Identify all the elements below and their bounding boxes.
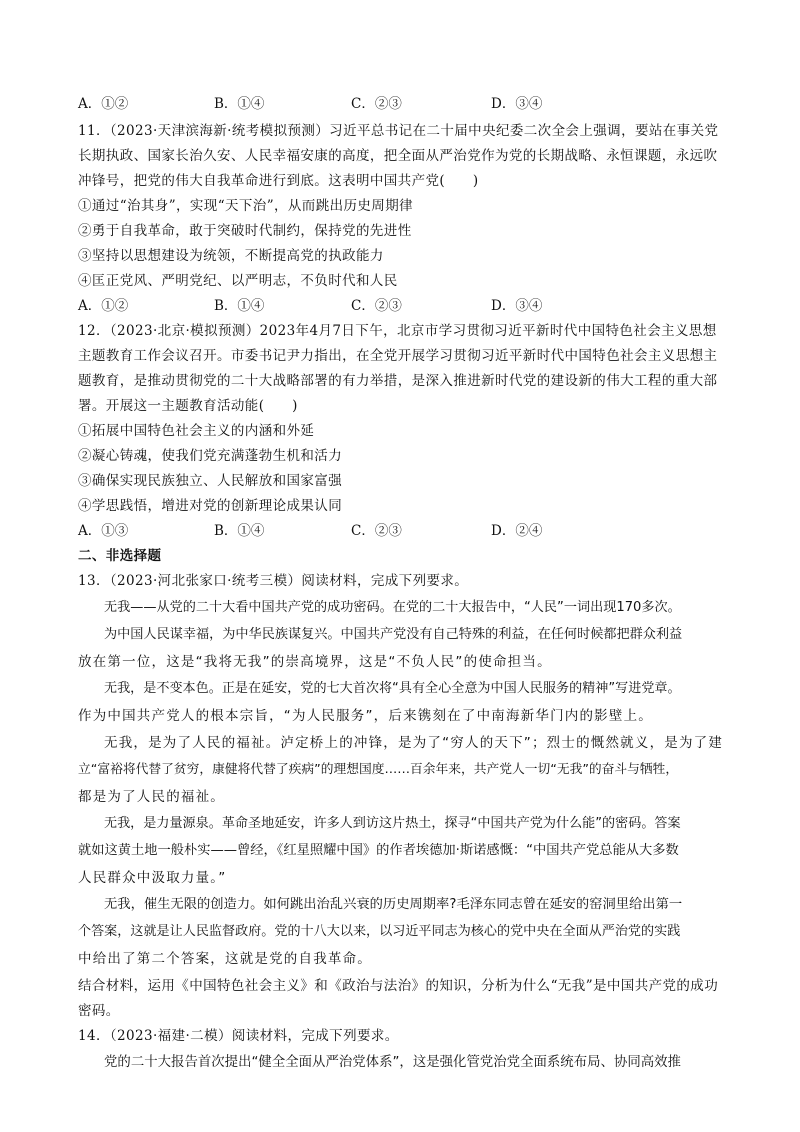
q13-material-line-9: 无我，是力量源泉。革命圣地延安，许多人到访这片热土，探寻“中国共产党为什么能”的密码。答案: [104, 816, 681, 831]
q13-question-line-2: 密码。: [78, 1003, 120, 1019]
option-b[interactable]: B．①④: [214, 96, 265, 112]
q13-question-line-1: 结合材料，运用《中国特色社会主义》和《政治与法治》的知识，分析为什么“无我”是中国共产党的成功: [78, 978, 719, 994]
q14-material-line-1: 党的二十大报告首次提出“健全全面从严治党体系”，这是强化管党治党全面系统布局、协同高效推: [104, 1055, 681, 1070]
option-d[interactable]: D．③④: [491, 96, 543, 112]
q13-material-line-13: 个答案，这就是让人民监督政府。党的十八大以来，以习近平同志为核心的党中央在全面从严治党的实践: [78, 924, 681, 939]
option-b[interactable]: B．①④: [214, 523, 265, 539]
q11-stem-line-2: 长期执政、国家长治久安、人民幸福安康的高度，把全面从严治党作为党的长期战略、永恒课题，永远吹: [78, 148, 718, 164]
q12-statement-3: ③确保实现民族独立、人民解放和国家富强: [78, 473, 343, 489]
q13-material-line-12: 无我，催生无限的创造力。如何跳出治乱兴衰的历史周期率?毛泽东同志曾在延安的窑洞里给出第一: [104, 897, 683, 912]
q13-material-line-2: 为中国人民谋幸福，为中华民族谋复兴。中国共产党没有自己特殊的利益，在任何时候都把群众利益: [104, 627, 683, 642]
option-a[interactable]: A．①②: [78, 298, 129, 314]
option-c[interactable]: C．②③: [351, 523, 402, 539]
q11-statement-2: ②勇于自我革命，敢于突破时代制约，保持党的先进性: [78, 223, 412, 239]
q13-material-line-8: 都是为了人民的福祉。: [78, 789, 225, 805]
q12-stem-line-3: 题教育，是推动贯彻党的二十大战略部署的有力举措，是深入推进新时代党的建设新的伟大工程的重大部: [78, 373, 718, 389]
q11-stem-line-3: 冲锋号，把党的伟大自我革命进行到底。这表明中国共产党( ): [78, 173, 479, 189]
q13-material-line-14: 中给出了第二个答案，这就是党的自我革命。: [78, 951, 372, 967]
q12-stem-line-4: 署。开展这一主题教育活动能( ): [78, 398, 298, 414]
q12-stem-line-2: 主题教育工作会议召开。市委书记尹力指出，在全党开展学习贯彻习近平新时代中国特色社会主义思想主: [78, 348, 718, 364]
option-d[interactable]: D．②④: [491, 523, 543, 539]
q12-statement-4: ④学思践悟，增进对党的创新理论成果认同: [78, 498, 343, 514]
option-a[interactable]: A．①②: [78, 96, 129, 112]
q13-material-line-1: 无我——从党的二十大看中国共产党的成功密码。在党的二十大报告中，“人民”一词出现170多次。: [104, 600, 681, 615]
q12-stem-line-1: 12．（2023·北京·模拟预测）2023年4月7日下午，北京市学习贯彻习近平新时代中国特色社会主义思想: [78, 323, 717, 339]
option-d[interactable]: D．③④: [491, 298, 543, 314]
q13-material-line-7: 立“富裕将代替了贫穷，康健将代替了疾病”的理想国度……百余年来，共产党人一切“无我”的奋斗与牺牲，: [78, 762, 679, 777]
q13-material-line-4: 无我，是不变本色。正是在延安，党的七大首次将“具有全心全意为中国人民服务的精神”写进党章。: [104, 681, 681, 696]
q12-statement-2: ②凝心铸魂，使我们党充满蓬勃生机和活力: [78, 448, 343, 464]
q11-statement-1: ①通过“治其身”，实现“天下治”，从而跳出历史周期律: [78, 198, 414, 214]
option-c[interactable]: C．②③: [351, 298, 402, 314]
q13-header: 13．（2023·河北张家口·统考三模）阅读材料，完成下列要求。: [78, 573, 469, 589]
q13-material-line-6: 无我，是为了人民的福祉。泸定桥上的冲锋，是为了“穷人的天下”；烈士的慨然就义，是为了建: [104, 735, 724, 751]
option-a[interactable]: A．①③: [78, 523, 129, 539]
option-c[interactable]: C．②③: [351, 96, 402, 112]
q13-material-line-5: 作为中国共产党人的根本宗旨，“为人民服务”，后来镌刻在了中南海新华门内的影壁上。: [78, 708, 653, 724]
q11-statement-4: ④匡正党风、严明党纪、以严明志，不负时代和人民: [78, 273, 398, 289]
q14-header: 14．（2023·福建·二模）阅读材料，完成下列要求。: [78, 1028, 399, 1044]
section-heading: 二、非选择题: [78, 548, 162, 564]
q13-material-line-10: 就如这黄土地一般朴实——曾经，《红星照耀中国》的作者埃德加·斯诺感慨：“中国共产党总能从大多数: [78, 843, 679, 858]
q13-material-line-11: 人民群众中汲取力量。”: [78, 870, 227, 886]
q11-stem-line-1: 11．（2023·天津滨海新·统考模拟预测）习近平总书记在二十届中央纪委二次全会上强调，要站在事关党: [78, 123, 719, 139]
q12-statement-1: ①拓展中国特色社会主义的内涵和外延: [78, 423, 315, 439]
option-b[interactable]: B．①④: [214, 298, 265, 314]
q11-statement-3: ③坚持以思想建设为统领，不断提高党的执政能力: [78, 248, 384, 264]
q13-material-line-3: 放在第一位，这是“我将无我”的崇高境界，这是“不负人民”的使命担当。: [78, 654, 552, 670]
